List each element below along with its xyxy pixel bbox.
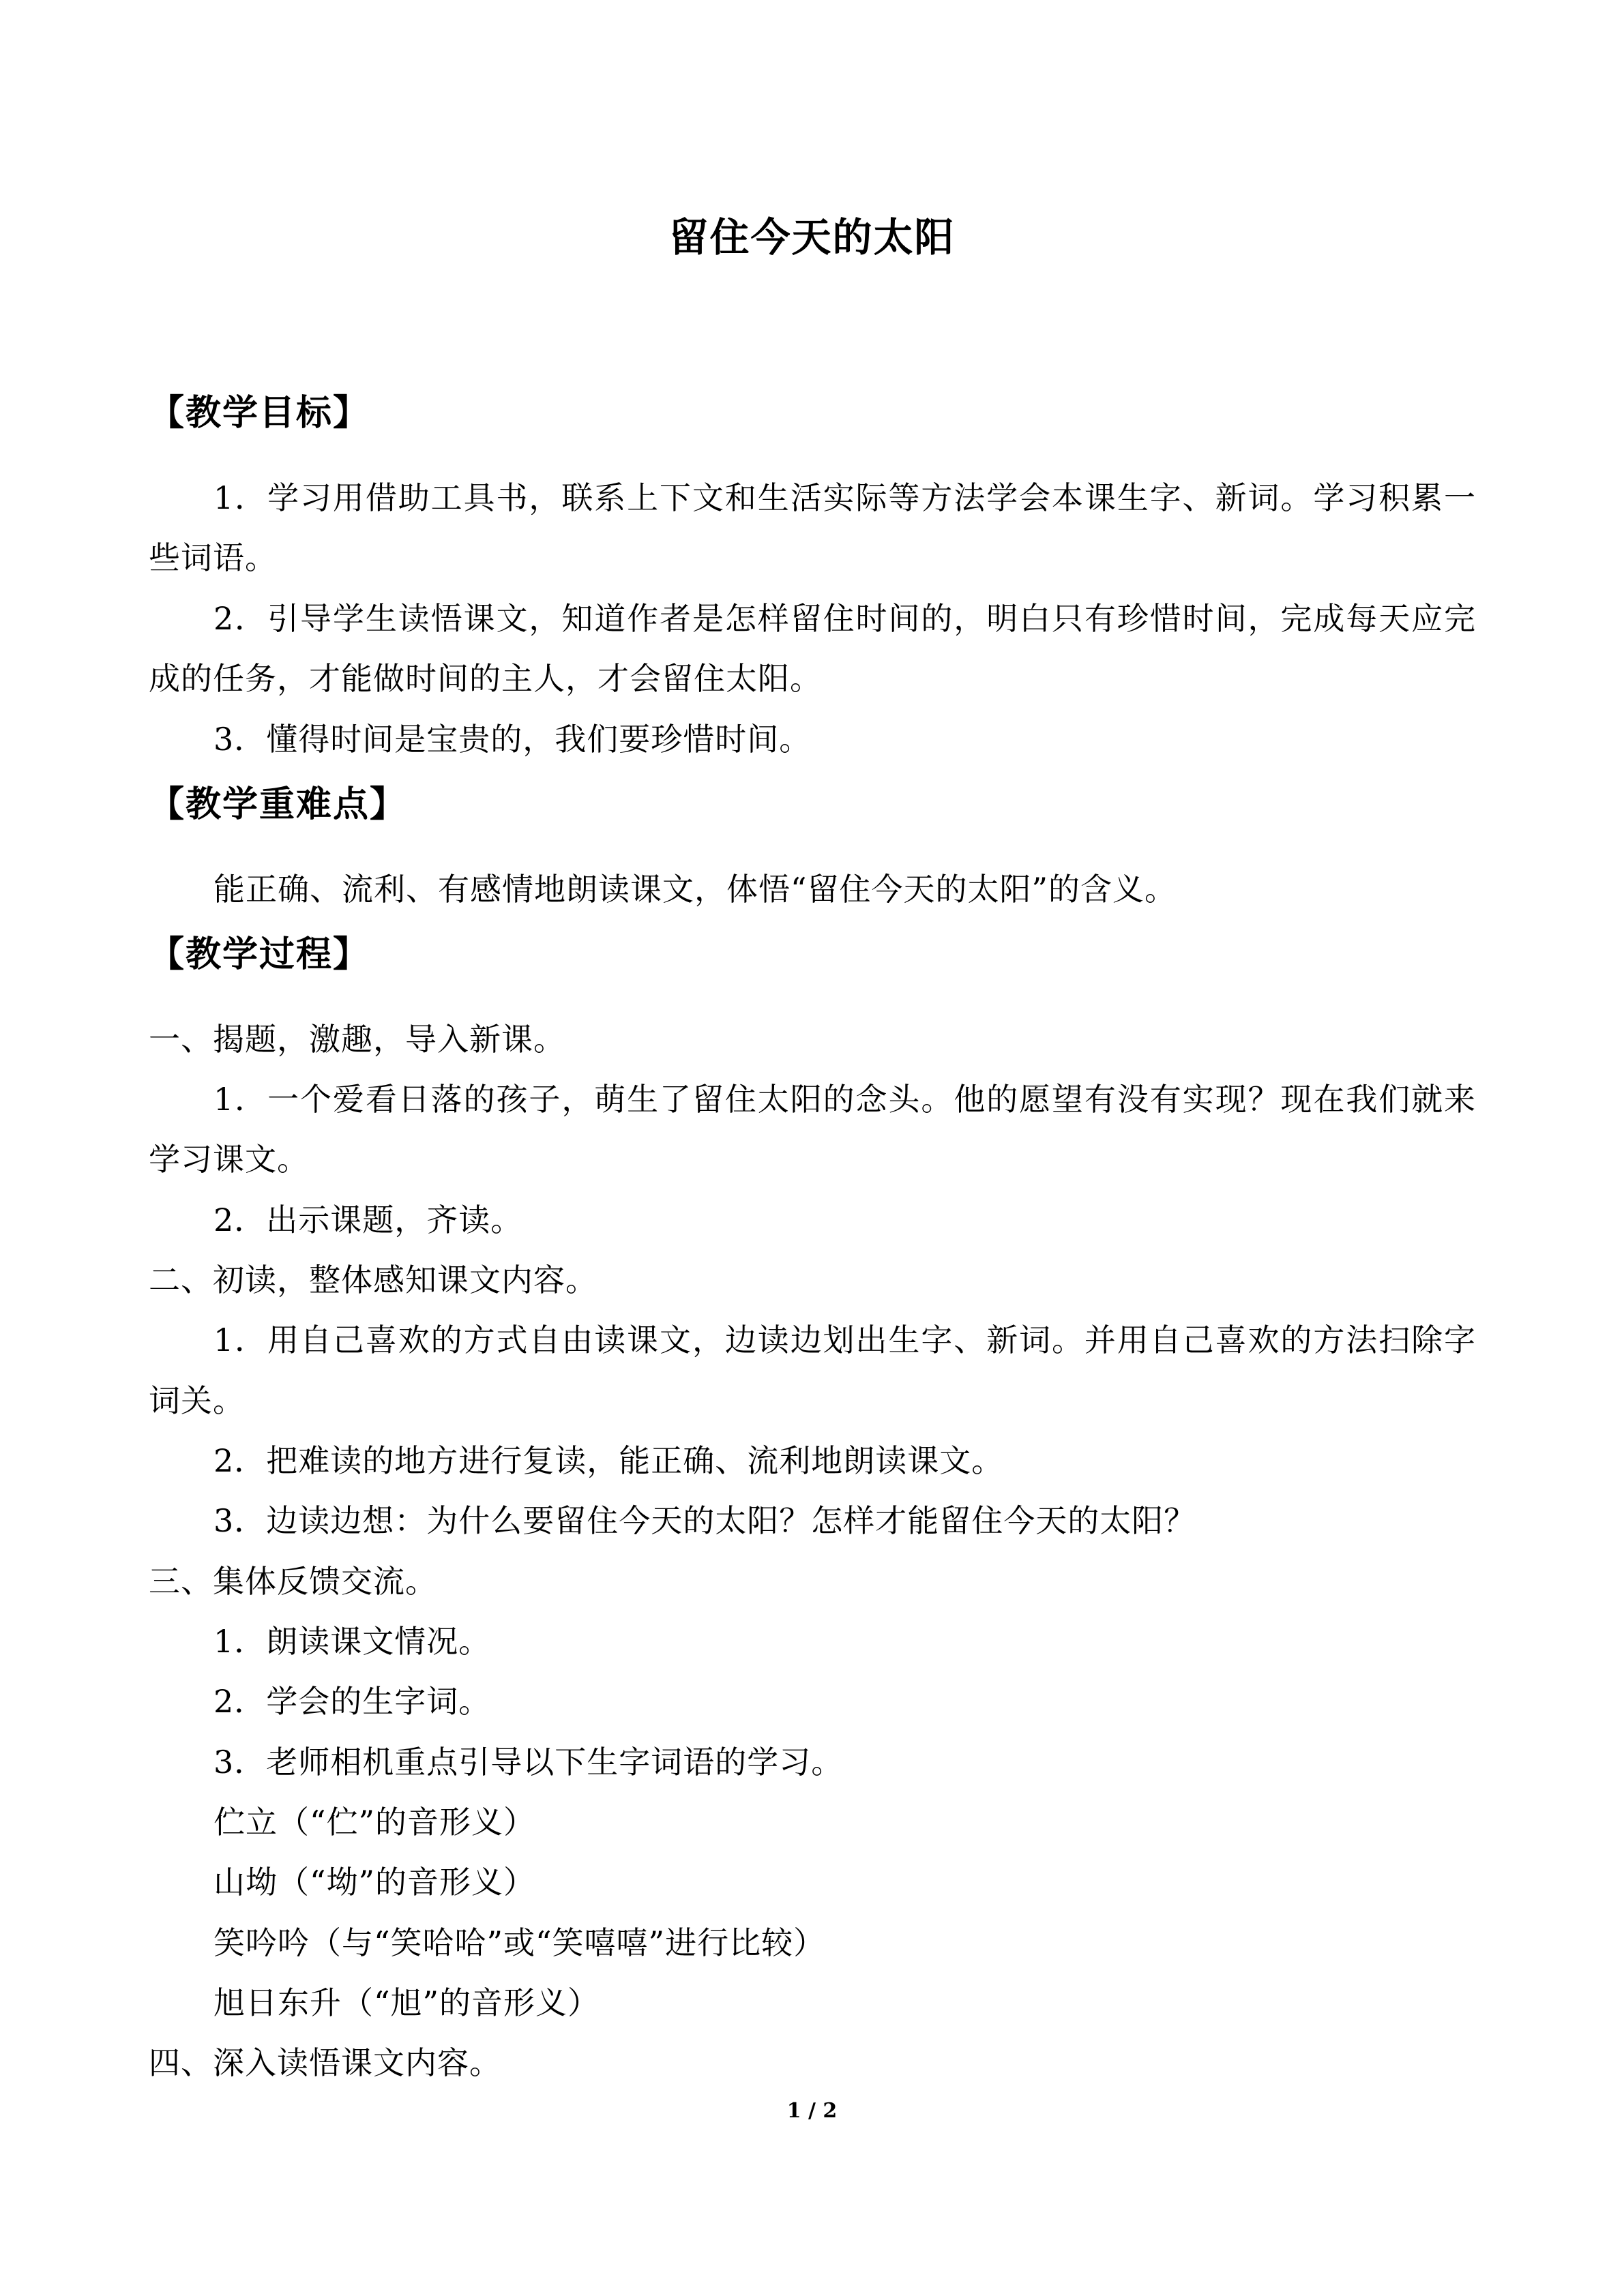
key-points-text: 能正确、流利、有感情地朗读课文，体悟“留住今天的太阳”的含义。 [213, 871, 1177, 908]
process-step-2: 二、初读，整体感知课文内容。 [149, 1262, 597, 1298]
step-3-item-3: 3．老师相机重点引导以下生字词语的学习。 [213, 1744, 844, 1780]
section-heading-key-points: 【教学重难点】 [149, 784, 407, 825]
vocab-word-3: 笑吟吟（与“笑哈哈”或“笑嘻嘻”进行比较） [213, 1924, 826, 1961]
step-2-item-1-line-2: 词关。 [149, 1382, 245, 1419]
goal-item-2-line-1: 2．引导学生读悟课文，知道作者是怎样留住时间的，明白只有珍惜时间，完成每天应完 [213, 600, 1475, 637]
step-3-item-1: 1．朗读课文情况。 [213, 1623, 491, 1660]
process-step-4: 四、深入读悟课文内容。 [149, 2044, 501, 2081]
step-2-item-1-line-1: 1．用自己喜欢的方式自由读课文，边读边划出生字、新词。并用自己喜欢的方法扫除字 [213, 1322, 1475, 1358]
process-step-1: 一、揭题，激趣，导入新课。 [149, 1021, 565, 1058]
step-1-item-2: 2．出示课题，齐读。 [213, 1202, 523, 1238]
goal-item-3: 3．懂得时间是宝贵的，我们要珍惜时间。 [213, 721, 812, 758]
page-number: 1 / 2 [786, 2099, 838, 2123]
goal-item-2-line-2: 成的任务，才能做时间的主人，才会留住太阳。 [149, 660, 822, 697]
document-title: 留住今天的太阳 [668, 214, 956, 260]
section-heading-process: 【教学过程】 [149, 934, 370, 975]
step-2-item-3: 3．边读边想：为什么要留住今天的太阳？怎样才能留住今天的太阳？ [213, 1502, 1196, 1539]
step-1-item-1-line-1: 1．一个爱看日落的孩子，萌生了留住太阳的念头。他的愿望有没有实现？现在我们就来 [213, 1081, 1475, 1118]
process-step-3: 三、集体反馈交流。 [149, 1563, 437, 1600]
section-heading-goals: 【教学目标】 [149, 392, 370, 434]
goal-item-1-line-1: 1．学习用借助工具书，联系上下文和生活实际等方法学会本课生字、新词。学习积累一 [213, 479, 1475, 516]
step-3-item-2: 2．学会的生字词。 [213, 1683, 491, 1720]
vocab-word-4: 旭日东升（“旭”的音形义） [213, 1984, 600, 2021]
goal-item-1-line-2: 些词语。 [149, 539, 277, 576]
step-1-item-1-line-2: 学习课文。 [149, 1141, 309, 1178]
vocab-word-1: 伫立（“伫”的音形义） [213, 1804, 536, 1840]
vocab-word-2: 山坳（“坳”的音形义） [213, 1864, 536, 1900]
step-2-item-2: 2．把难读的地方进行复读，能正确、流利地朗读课文。 [213, 1442, 1004, 1479]
